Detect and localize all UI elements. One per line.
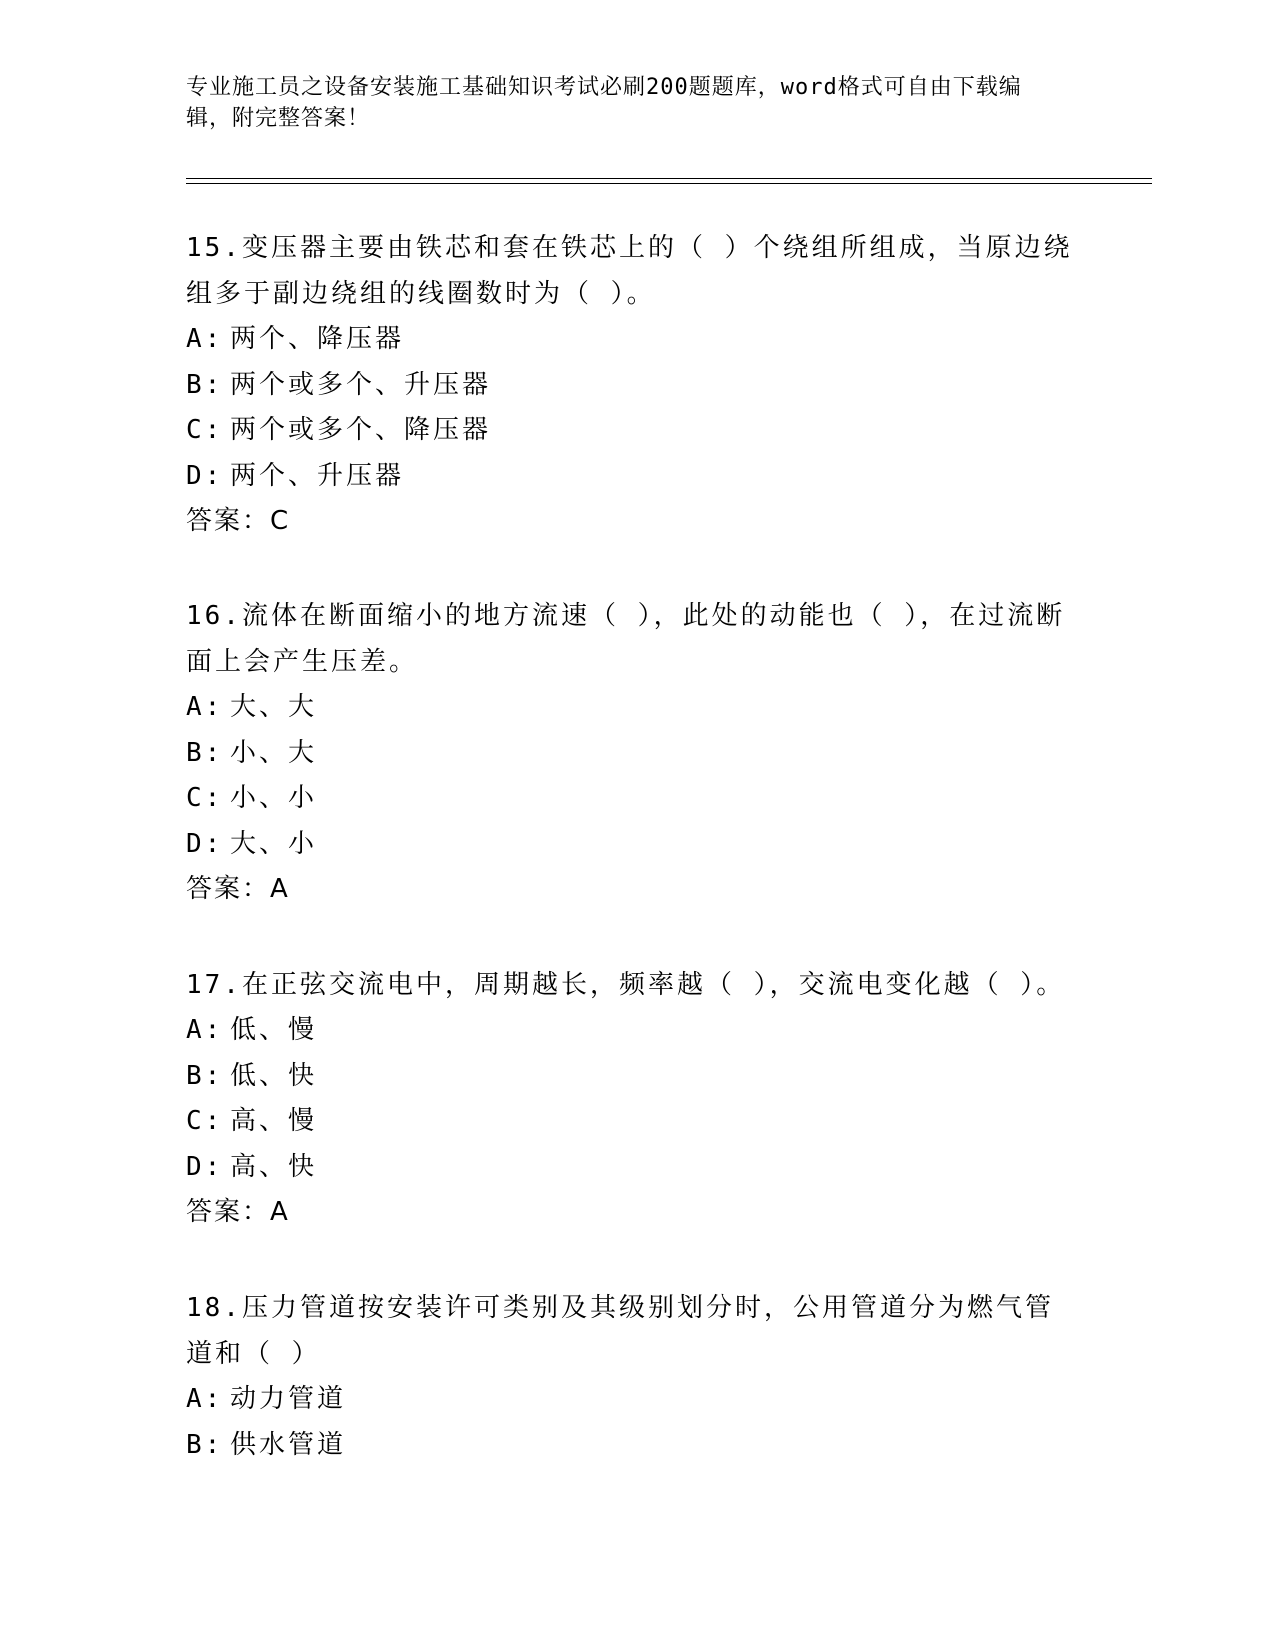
header-rule-bottom [186, 183, 1152, 184]
option-text: 低、慢 [230, 1015, 318, 1045]
option-text: 小、大 [230, 737, 318, 768]
question-text: 18.压力管道按安装许可类别及其级别划分时，公用管道分为燃气管道和（ ） [186, 1293, 1054, 1369]
option-c [186, 1099, 1076, 1145]
document-header: 专业施工员之设备安装施工基础知识考试必刷200题题库，word格式可自由下载编辑，附完整答案！ [186, 75, 1022, 131]
option-letter: A: [186, 1015, 224, 1045]
option-letter: B: [186, 1060, 224, 1091]
question-text: 16.流体在断面缩小的地方流速（ ），此处的动能也（ ），在过流断面上会产生压差。 [186, 601, 1066, 677]
option-text: 两个、降压器 [230, 324, 405, 354]
answer-line: 答案：A [186, 1197, 290, 1227]
answer-line: 答案：C [186, 506, 291, 536]
option-text: 两个、升压器 [230, 460, 405, 491]
option-c [186, 408, 1076, 454]
option-text: 高、快 [230, 1151, 318, 1182]
option-letter: A: [186, 692, 224, 722]
option-letter: D: [186, 460, 224, 491]
option-letter: C: [186, 1106, 224, 1136]
option-text: 动力管道 [230, 1384, 347, 1414]
option-letter: B: [186, 737, 224, 768]
option-b [186, 1423, 1076, 1469]
question-text: 15.变压器主要由铁芯和套在铁芯上的（ ）个绕组所组成，当原边绕组多于副边绕组的线圈数时为（ ）。 [186, 233, 1073, 309]
option-c [186, 776, 1076, 822]
option-text: 小、小 [230, 783, 318, 813]
question-18 [186, 1285, 1076, 1468]
option-letter: C: [186, 783, 224, 813]
option-a [186, 1008, 1076, 1054]
question-17 [186, 962, 1076, 1236]
option-text: 两个或多个、降压器 [230, 415, 492, 445]
option-letter: D: [186, 1151, 224, 1182]
option-d [186, 822, 1076, 868]
answer-line: 答案：A [186, 874, 290, 904]
option-b [186, 731, 1076, 777]
option-text: 大、小 [230, 828, 318, 859]
question-16 [186, 593, 1076, 913]
option-a [186, 317, 1076, 363]
option-text: 低、快 [230, 1060, 318, 1091]
option-text: 供水管道 [230, 1429, 347, 1460]
option-text: 两个或多个、升压器 [230, 369, 492, 400]
question-15 [186, 225, 1076, 545]
option-b [186, 363, 1076, 409]
option-letter: A: [186, 324, 224, 354]
option-d [186, 454, 1076, 500]
option-a [186, 1377, 1076, 1423]
option-d [186, 1145, 1076, 1191]
option-letter: C: [186, 415, 224, 445]
option-a [186, 685, 1076, 731]
header-rule-top [186, 178, 1152, 179]
option-letter: B: [186, 1429, 224, 1460]
option-letter: A: [186, 1384, 224, 1414]
option-text: 大、大 [230, 692, 318, 722]
option-b [186, 1054, 1076, 1100]
option-letter: B: [186, 369, 224, 400]
option-letter: D: [186, 828, 224, 859]
question-text: 17.在正弦交流电中，周期越长，频率越（ ），交流电变化越（ ）。 [186, 970, 1066, 1000]
option-text: 高、慢 [230, 1106, 318, 1136]
